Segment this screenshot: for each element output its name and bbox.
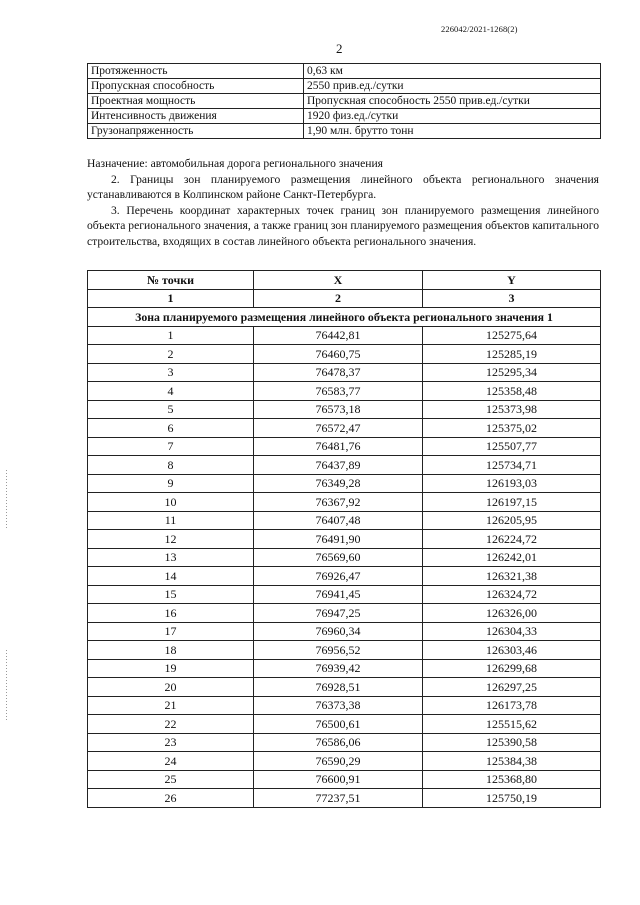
x-coordinate: 76349,28 — [254, 474, 423, 493]
y-coordinate: 126205,95 — [423, 511, 601, 530]
x-coordinate: 76960,34 — [254, 622, 423, 641]
parameter-value: 0,63 км — [304, 64, 601, 79]
parameter-row — [88, 79, 601, 94]
page-number: 2 — [336, 41, 343, 56]
x-coordinate: 76586,06 — [254, 733, 423, 752]
point-number: 14 — [88, 567, 254, 586]
x-coordinate: 76500,61 — [254, 715, 423, 734]
point-number: 17 — [88, 622, 254, 641]
y-coordinate: 125750,19 — [423, 789, 601, 808]
index-cell: 3 — [423, 289, 601, 308]
point-number: 25 — [88, 770, 254, 789]
point-number: 22 — [88, 715, 254, 734]
y-coordinate: 125285,19 — [423, 345, 601, 364]
point-number: 23 — [88, 733, 254, 752]
point-number: 12 — [88, 530, 254, 549]
y-coordinate: 126299,68 — [423, 659, 601, 678]
y-coordinate: 126193,03 — [423, 474, 601, 493]
x-coordinate: 77237,51 — [254, 789, 423, 808]
table-row — [88, 493, 601, 512]
point-number: 5 — [88, 400, 254, 419]
x-coordinate: 76442,81 — [254, 326, 423, 345]
col-header-point: № точки — [88, 271, 254, 290]
x-coordinate: 76941,45 — [254, 585, 423, 604]
x-coordinate: 76573,18 — [254, 400, 423, 419]
x-coordinate: 76947,25 — [254, 604, 423, 623]
index-cell: 2 — [254, 289, 423, 308]
body-text — [87, 156, 599, 249]
parameter-value: 2550 прив.ед./сутки — [304, 79, 601, 94]
y-coordinate: 125515,62 — [423, 715, 601, 734]
y-coordinate: 126297,25 — [423, 678, 601, 697]
table-row — [88, 456, 601, 475]
point-number: 24 — [88, 752, 254, 771]
y-coordinate: 125390,58 — [423, 733, 601, 752]
table-row — [88, 474, 601, 493]
parameter-label: Протяженность — [88, 64, 304, 79]
point-number: 19 — [88, 659, 254, 678]
y-coordinate: 126173,78 — [423, 696, 601, 715]
table-row — [88, 733, 601, 752]
document-number: 226042/2021-1268(2) — [441, 24, 518, 34]
point-number: 2 — [88, 345, 254, 364]
x-coordinate: 76460,75 — [254, 345, 423, 364]
scan-margin-mark — [6, 650, 7, 720]
point-number: 3 — [88, 363, 254, 382]
point-number: 15 — [88, 585, 254, 604]
table-row — [88, 437, 601, 456]
x-coordinate: 76583,77 — [254, 382, 423, 401]
point-number: 1 — [88, 326, 254, 345]
x-coordinate: 76600,91 — [254, 770, 423, 789]
table-row — [88, 715, 601, 734]
table-row — [88, 604, 601, 623]
point-number: 11 — [88, 511, 254, 530]
table-row — [88, 511, 601, 530]
x-coordinate: 76569,60 — [254, 548, 423, 567]
x-coordinate: 76407,48 — [254, 511, 423, 530]
parameter-row — [88, 109, 601, 124]
y-coordinate: 125373,98 — [423, 400, 601, 419]
x-coordinate: 76367,92 — [254, 493, 423, 512]
y-coordinate: 126324,72 — [423, 585, 601, 604]
table-row — [88, 345, 601, 364]
y-coordinate: 126242,01 — [423, 548, 601, 567]
purpose-line: Назначение: автомобильная дорога регионального значения — [87, 157, 384, 170]
y-coordinate: 125734,71 — [423, 456, 601, 475]
table-row — [88, 696, 601, 715]
y-coordinate: 126326,00 — [423, 604, 601, 623]
parameter-value: 1,90 млн. брутто тонн — [304, 124, 601, 139]
y-coordinate: 125358,48 — [423, 382, 601, 401]
point-number: 26 — [88, 789, 254, 808]
coords-index-row — [88, 289, 601, 308]
parameter-row — [88, 124, 601, 139]
col-header-x: X — [254, 271, 423, 290]
zone-title-row — [88, 308, 601, 327]
point-number: 13 — [88, 548, 254, 567]
point-number: 9 — [88, 474, 254, 493]
point-number: 21 — [88, 696, 254, 715]
table-row — [88, 382, 601, 401]
table-row — [88, 567, 601, 586]
table-row — [88, 789, 601, 808]
y-coordinate: 125275,64 — [423, 326, 601, 345]
table-row — [88, 363, 601, 382]
x-coordinate: 76956,52 — [254, 641, 423, 660]
parameter-label: Интенсивность движения — [88, 109, 304, 124]
scan-margin-mark — [6, 470, 7, 530]
table-row — [88, 752, 601, 771]
point-number: 20 — [88, 678, 254, 697]
x-coordinate: 76481,76 — [254, 437, 423, 456]
x-coordinate: 76572,47 — [254, 419, 423, 438]
table-row — [88, 678, 601, 697]
table-row — [88, 326, 601, 345]
point-number: 16 — [88, 604, 254, 623]
coords-header-row — [88, 271, 601, 290]
parameter-value: 1920 физ.ед./сутки — [304, 109, 601, 124]
point-number: 6 — [88, 419, 254, 438]
table-row — [88, 400, 601, 419]
table-row — [88, 419, 601, 438]
col-header-y: Y — [423, 271, 601, 290]
x-coordinate: 76928,51 — [254, 678, 423, 697]
x-coordinate: 76926,47 — [254, 567, 423, 586]
x-coordinate: 76939,42 — [254, 659, 423, 678]
parameter-row — [88, 94, 601, 109]
table-row — [88, 585, 601, 604]
point-number: 7 — [88, 437, 254, 456]
y-coordinate: 125295,34 — [423, 363, 601, 382]
y-coordinate: 125384,38 — [423, 752, 601, 771]
table-row — [88, 622, 601, 641]
point-number: 8 — [88, 456, 254, 475]
index-cell: 1 — [88, 289, 254, 308]
parameter-label: Проектная мощность — [88, 94, 304, 109]
y-coordinate: 126304,33 — [423, 622, 601, 641]
y-coordinate: 126197,15 — [423, 493, 601, 512]
y-coordinate: 125368,80 — [423, 770, 601, 789]
zone-title: Зона планируемого размещения линейного объекта регионального значения 1 — [88, 308, 601, 327]
table-row — [88, 641, 601, 660]
table-row — [88, 530, 601, 549]
x-coordinate: 76478,37 — [254, 363, 423, 382]
parameter-value: Пропускная способность 2550 прив.ед./сутки — [304, 94, 601, 109]
table-row — [88, 548, 601, 567]
parameters-table — [87, 63, 601, 139]
parameter-label: Пропускная способность — [88, 79, 304, 94]
paragraph-2: 2. Границы зон планируемого размещения линейного объекта регионального значения устанавливаются в Колпинском районе Санкт-Петербурга. — [87, 172, 599, 201]
x-coordinate: 76373,38 — [254, 696, 423, 715]
point-number: 10 — [88, 493, 254, 512]
table-row — [88, 659, 601, 678]
coordinates-table — [87, 270, 601, 808]
x-coordinate: 76491,90 — [254, 530, 423, 549]
table-row — [88, 770, 601, 789]
y-coordinate: 126224,72 — [423, 530, 601, 549]
y-coordinate: 126303,46 — [423, 641, 601, 660]
point-number: 18 — [88, 641, 254, 660]
point-number: 4 — [88, 382, 254, 401]
x-coordinate: 76590,29 — [254, 752, 423, 771]
y-coordinate: 125375,02 — [423, 419, 601, 438]
x-coordinate: 76437,89 — [254, 456, 423, 475]
paragraph-3: 3. Перечень координат характерных точек границ зон планируемого размещения линейного объекта регионального значения, а также границ зон планируемого размещения объектов капитального строительства, входящих в состав линейного объекта регионального значения. — [87, 203, 599, 248]
y-coordinate: 125507,77 — [423, 437, 601, 456]
parameter-label: Грузонапряженность — [88, 124, 304, 139]
parameter-row — [88, 64, 601, 79]
y-coordinate: 126321,38 — [423, 567, 601, 586]
